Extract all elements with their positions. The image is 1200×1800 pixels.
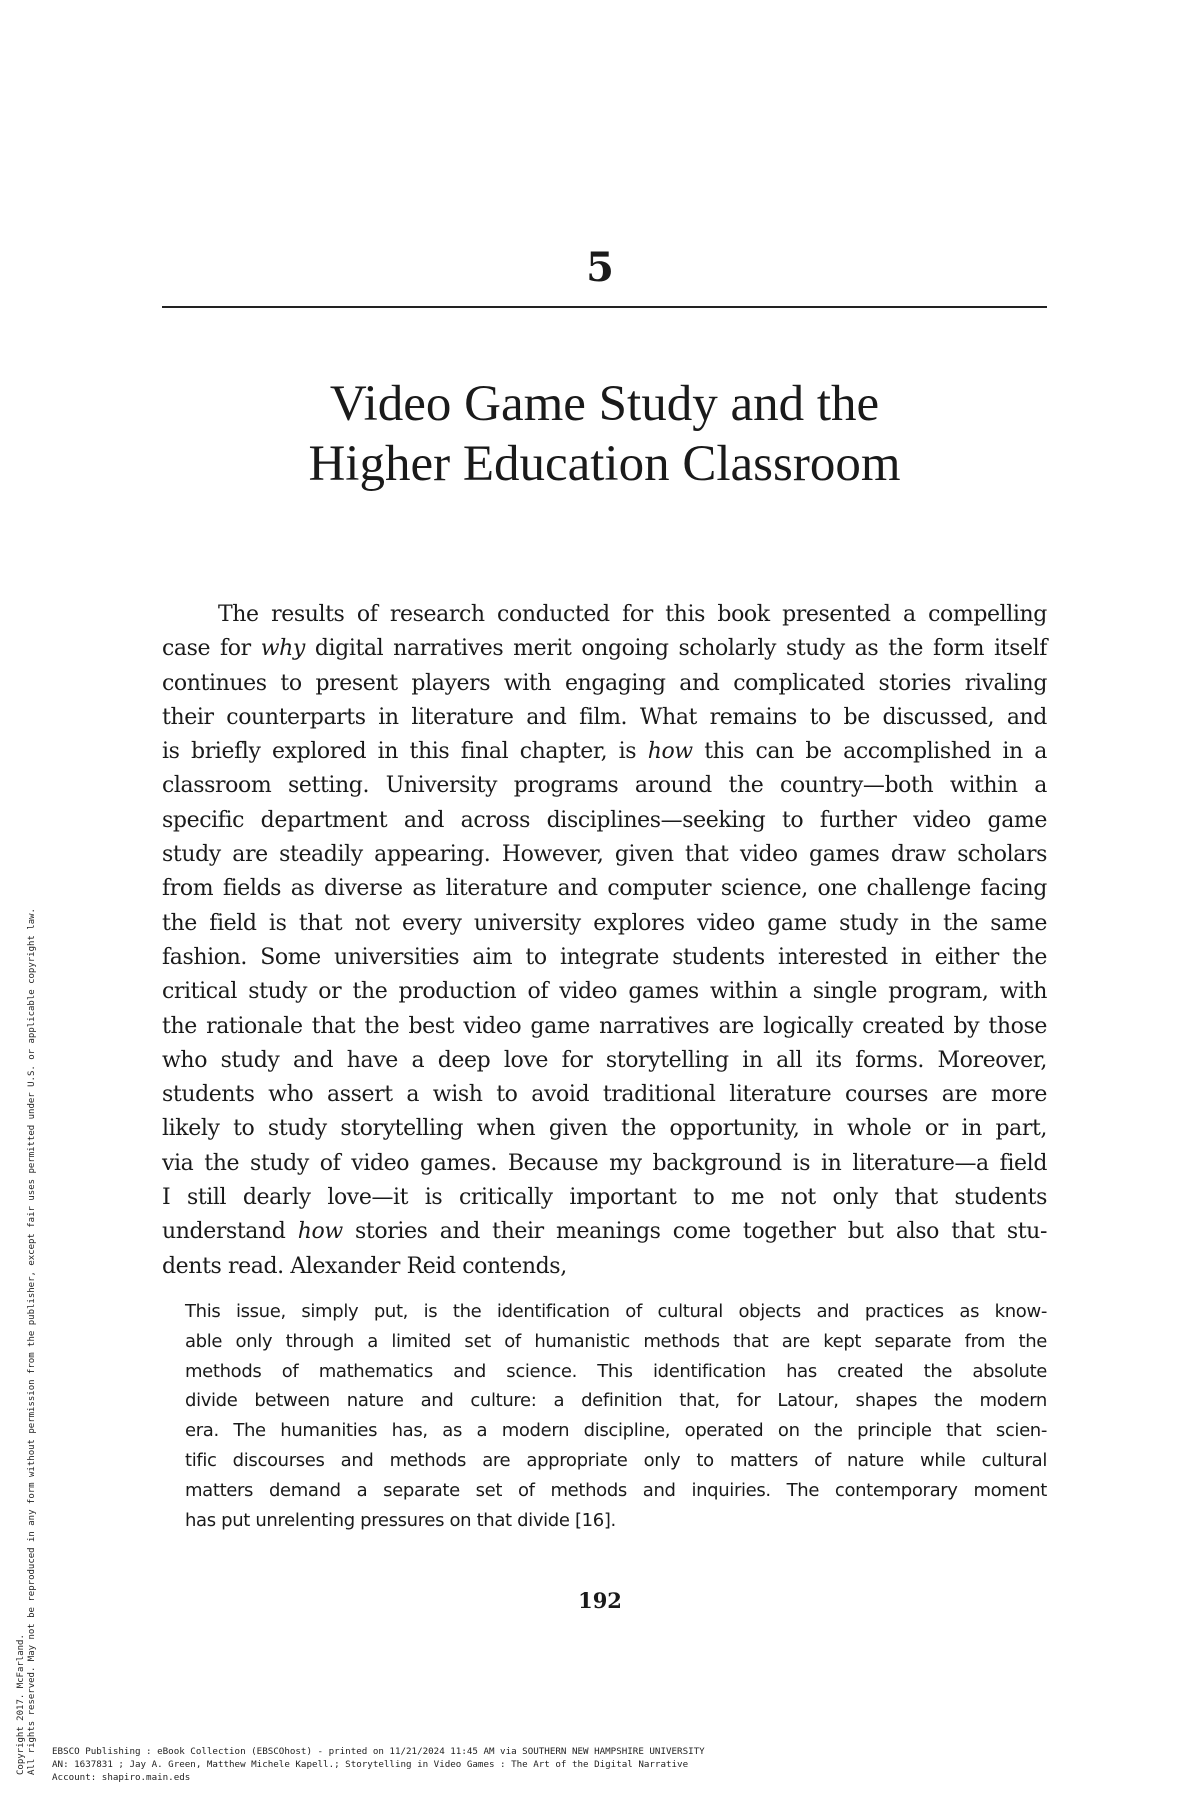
body-line: the field is that not every university explores video game study in the same	[162, 910, 1047, 936]
body-line: I still dearly love—it is critically important to me not only that students	[162, 1185, 1047, 1211]
quote-line: matters demand a separate set of methods and inquiries. The contemporary moment	[185, 1479, 1047, 1501]
body-line: dents read. Alexander Reid contends,	[162, 1253, 567, 1279]
body-line: specific department and across disciplines—seeking to further video game	[162, 807, 1047, 833]
body-line: the rationale that the best video game narratives are logically created by those	[162, 1013, 1047, 1039]
block-quote	[185, 1297, 1047, 1535]
chapter-title-line: Video Game Study and the	[329, 376, 880, 432]
body-line: likely to study storytelling when given the opportunity, in whole or in part,	[162, 1116, 1047, 1142]
body-line: who study and have a deep love for storytelling in all its forms. Moreover,	[162, 1047, 1047, 1073]
footer-notice	[52, 1745, 705, 1784]
chapter-title-line: Higher Education Classroom	[308, 436, 901, 492]
quote-line: divide between nature and culture: a definition that, for Latour, shapes the modern	[185, 1390, 1047, 1412]
quote-line: This issue, simply put, is the identification of cultural objects and practices as know-	[185, 1301, 1047, 1322]
body-line: via the study of video games. Because my background is in literature—a field	[162, 1150, 1047, 1176]
footer-notice-line: Account: shapiro.main.eds	[52, 1772, 191, 1783]
side-notice-line: All rights reserved. May not be reproduced in any form without permission from the publisher, except fair uses permitted under U.S. or applicable copyright law.	[27, 908, 37, 1775]
body-line: continues to present players with engaging and complicated stories rivaling	[162, 670, 1047, 696]
quote-line: methods of mathematics and science. This identification has created the absolute	[185, 1360, 1047, 1382]
footer-notice-line: AN: 1637831 ; Jay A. Green, Matthew Michele Kapell.; Storytelling in Video Games : The Art of the Digital Narrative	[52, 1759, 689, 1770]
body-line: is briefly explored in this final chapter, is how this can be accomplished in a	[162, 739, 1047, 765]
chapter-rule	[162, 306, 1047, 308]
copyright-side-notice	[16, 555, 38, 1775]
quote-line: era. The humanities has, as a modern discipline, operated on the principle that scien-	[185, 1420, 1047, 1442]
footer-notice-line: EBSCO Publishing : eBook Collection (EBSCOhost) - printed on 11/21/2024 11:45 AM via SOUTHERN NEW HAMPSHIRE UNIVERSITY	[52, 1746, 705, 1757]
body-line: The results of research conducted for this book presented a compelling	[218, 602, 1047, 627]
page-number: 192	[578, 1588, 622, 1613]
body-line: study are steadily appearing. However, given that video games draw scholars	[162, 842, 1047, 868]
body-line: fashion. Some universities aim to integrate students interested in either the	[162, 944, 1047, 970]
quote-line: has put unrelenting pressures on that divide [16].	[185, 1509, 616, 1531]
quote-line: tific discourses and methods are appropriate only to matters of nature while cultural	[185, 1449, 1047, 1471]
chapter-title	[162, 374, 1047, 494]
quote-line: able only through a limited set of humanistic methods that are kept separate from the	[185, 1330, 1047, 1352]
body-line: understand how stories and their meanings come together but also that stu-	[162, 1219, 1047, 1245]
body-line: case for why digital narratives merit ongoing scholarly study as the form itself	[162, 636, 1047, 662]
body-line: their counterparts in literature and film. What remains to be discussed, and	[162, 704, 1047, 730]
side-notice-line: Copyright 2017. McFarland.	[16, 1634, 26, 1775]
body-line: classroom setting. University programs around the country—both within a	[162, 773, 1047, 799]
body-line: students who assert a wish to avoid traditional literature courses are more	[162, 1082, 1047, 1108]
body-line: critical study or the production of video games within a single program, with	[162, 979, 1047, 1005]
body-line: from fields as diverse as literature and computer science, one challenge facing	[162, 876, 1047, 902]
chapter-number: 5	[586, 244, 614, 291]
body-paragraph	[162, 598, 1047, 1284]
